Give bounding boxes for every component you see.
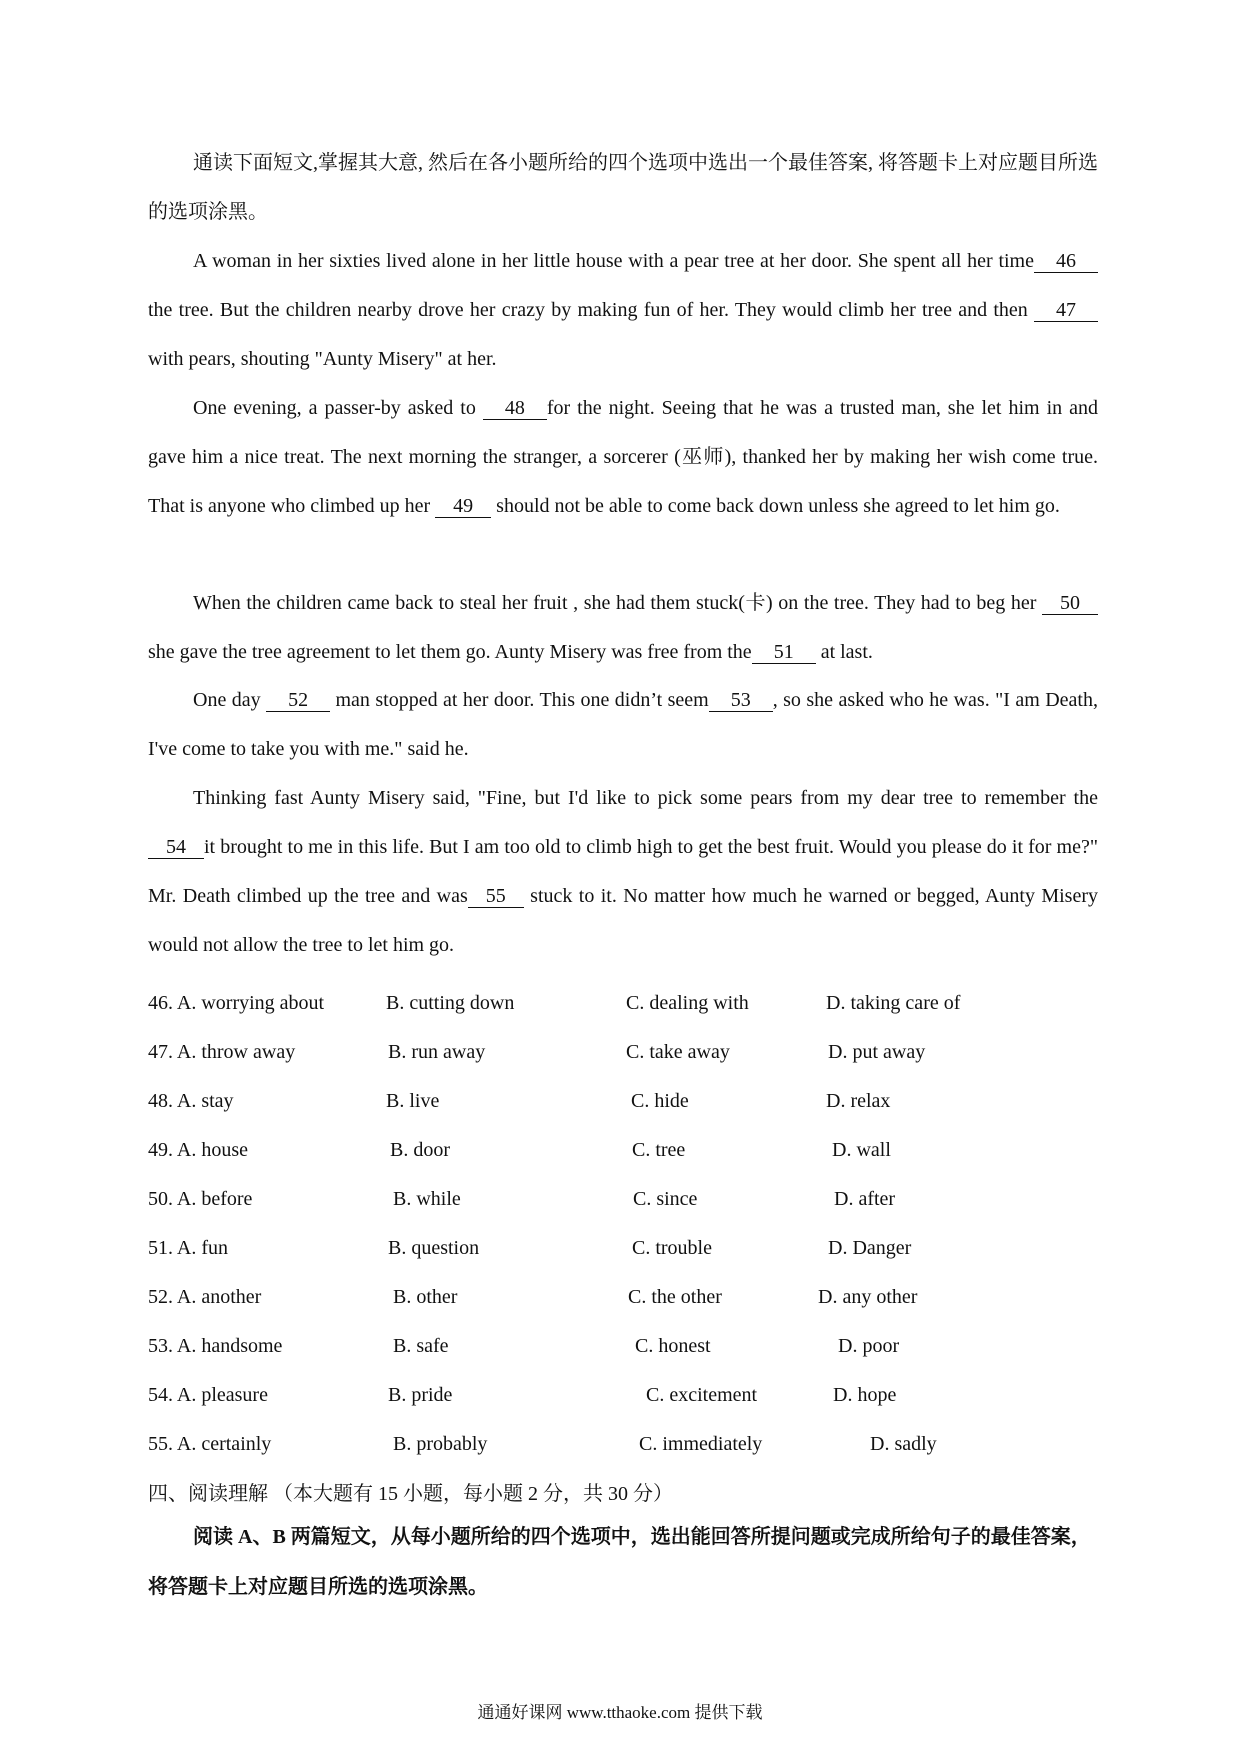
instruction-text: 通读下面短文,掌握其大意, 然后在各小题所给的四个选项中选出一个最佳答案, 将答题卡上对应题目所选的选项涂黑。 <box>148 152 1098 223</box>
passage-paragraph-2: One evening, a passer-by asked to 48 for the night. Seeing that he was a trusted man, she let him in and gave him a nice treat. The next morning the stranger, a sorcerer (巫师), thanked her by making her wish come true. That is anyone who climbed up her 49 should not be able to come back down unless she agreed to let him go. <box>148 397 1098 517</box>
blank-49: 49 <box>435 495 491 518</box>
reading-instruction: 阅读 A、B 两篇短文，从每小题所给的四个选项中，选出能回答所提问题或完成所给句子的最佳答案，将答题卡上对应题目所选的选项涂黑。 <box>148 1526 1091 1598</box>
blank-52: 52 <box>266 689 330 712</box>
passage-paragraph-5: Thinking fast Aunty Misery said, "Fine, but I'd like to pick some pears from my dear tree to remember the 54 it brought to me in this life. But I am too old to climb high to get the best fruit. Would you please do it for me?" Mr. Death climbed up the tree and was 55 stuck to it. No matter how much he warned or begged, Aunty Misery would not allow the tree to let him go. <box>148 787 1099 956</box>
passage-paragraph-4: One day 52 man stopped at her door. This one didn’t seem 53 , so she asked who he was. "I am Death, I've come to take you with me." said he. <box>148 689 1098 760</box>
section-heading: 四、阅读理解 （本大题有 15 小题，每小题 2 分，共 30 分） <box>148 1483 673 1505</box>
blank-50: 50 <box>1042 592 1098 615</box>
blank-55: 55 <box>468 885 524 908</box>
blank-51: 51 <box>752 641 816 664</box>
document-page: 通读下面短文,掌握其大意, 然后在各小题所给的四个选项中选出一个最佳答案, 将答题卡上对应题目所选的选项涂黑。 A woman in her sixties lived alone in her little house with a pear tree at her door. She spent all her time 46the tree. But the children nearby drove her crazy by making fun of her. They would climb her tree and then 47with pears, shouting "Aunty Misery" at her. One evening, a passer-by asked to 48 for the night. Seeing that he was a trusted man, she let him in and gave him a nice treat. The next morning the stranger, a sorcerer (巫师), thanked her by making her wish come true. That is anyone who climbed up her 49 should not be able to come back down unless she agreed to let him go. When the children came back to steal her fruit , she had them stuck(卡) on the tree. They had to beg her 50she gave the tree agreement to let them go. Aunty Misery was free from the 51 at last. One day 52 man stopped at her door. This one didn’t seem 53 , so she asked who he was. "I am Death, I've come to take you with me." said he. Thinking fast Aunty Misery said, "Fine, but I'd like to pick some pears from my dear tree to remember the 54 it brought to me in this life. But I am too old to climb high to get the best fruit. Would you please do it for me?" Mr. Death climbed up the tree and was 55 stuck to it. No matter how much he warned or begged, Aunty Misery would not allow the tree to let him go. 46. A. worrying about B. cutting down C. dealing with D. taking care of 47. A. throw away B. run away C. take away D. put away 48. A. stay B. live C. hide D. relax 49. A. house B. door C. tree D. wall 50. A. before B. while C. since D. after 51. A. fun B. question C. trouble D. Danger 52. A. another B. other C. the other D. any other 53. A. handsome B. safe C. honest D. poor 54. A. pleasure B. pride C. excitement D. hope 55. A. certainly B. probably C. immediately D. sadly 四、阅读理解 （本大题有 15 小题，每小题 2 分，共 30 分） 阅读 A、B 两篇短文，从每小题所给的四个选项中，选出能回答所提问题或完成所给句子的最佳答案，将答题卡上对应题目所选的选项涂黑。 通通好课网 www.tthaoke.com 提供下载 <box>0 0 1240 1754</box>
footer-credit: 通通好课网 www.tthaoke.com 提供下载 <box>477 1703 763 1722</box>
blank-54: 54 <box>148 836 204 859</box>
blank-46: 46 <box>1034 250 1098 273</box>
blank-47: 47 <box>1034 299 1098 322</box>
blank-53: 53 <box>709 689 773 712</box>
passage-paragraph-3: When the children came back to steal her fruit , she had them stuck(卡) on the tree. They had to beg her 50she gave the tree agreement to let them go. Aunty Misery was free from the 51 at last. <box>148 579 1098 677</box>
passage-paragraph-1: A woman in her sixties lived alone in her little house with a pear tree at her door. She spent all her time 46the tree. But the children nearby drove her crazy by making fun of her. They would climb her tree and then 47with pears, shouting "Aunty Misery" at her. <box>148 237 1098 384</box>
blank-48: 48 <box>483 397 547 420</box>
